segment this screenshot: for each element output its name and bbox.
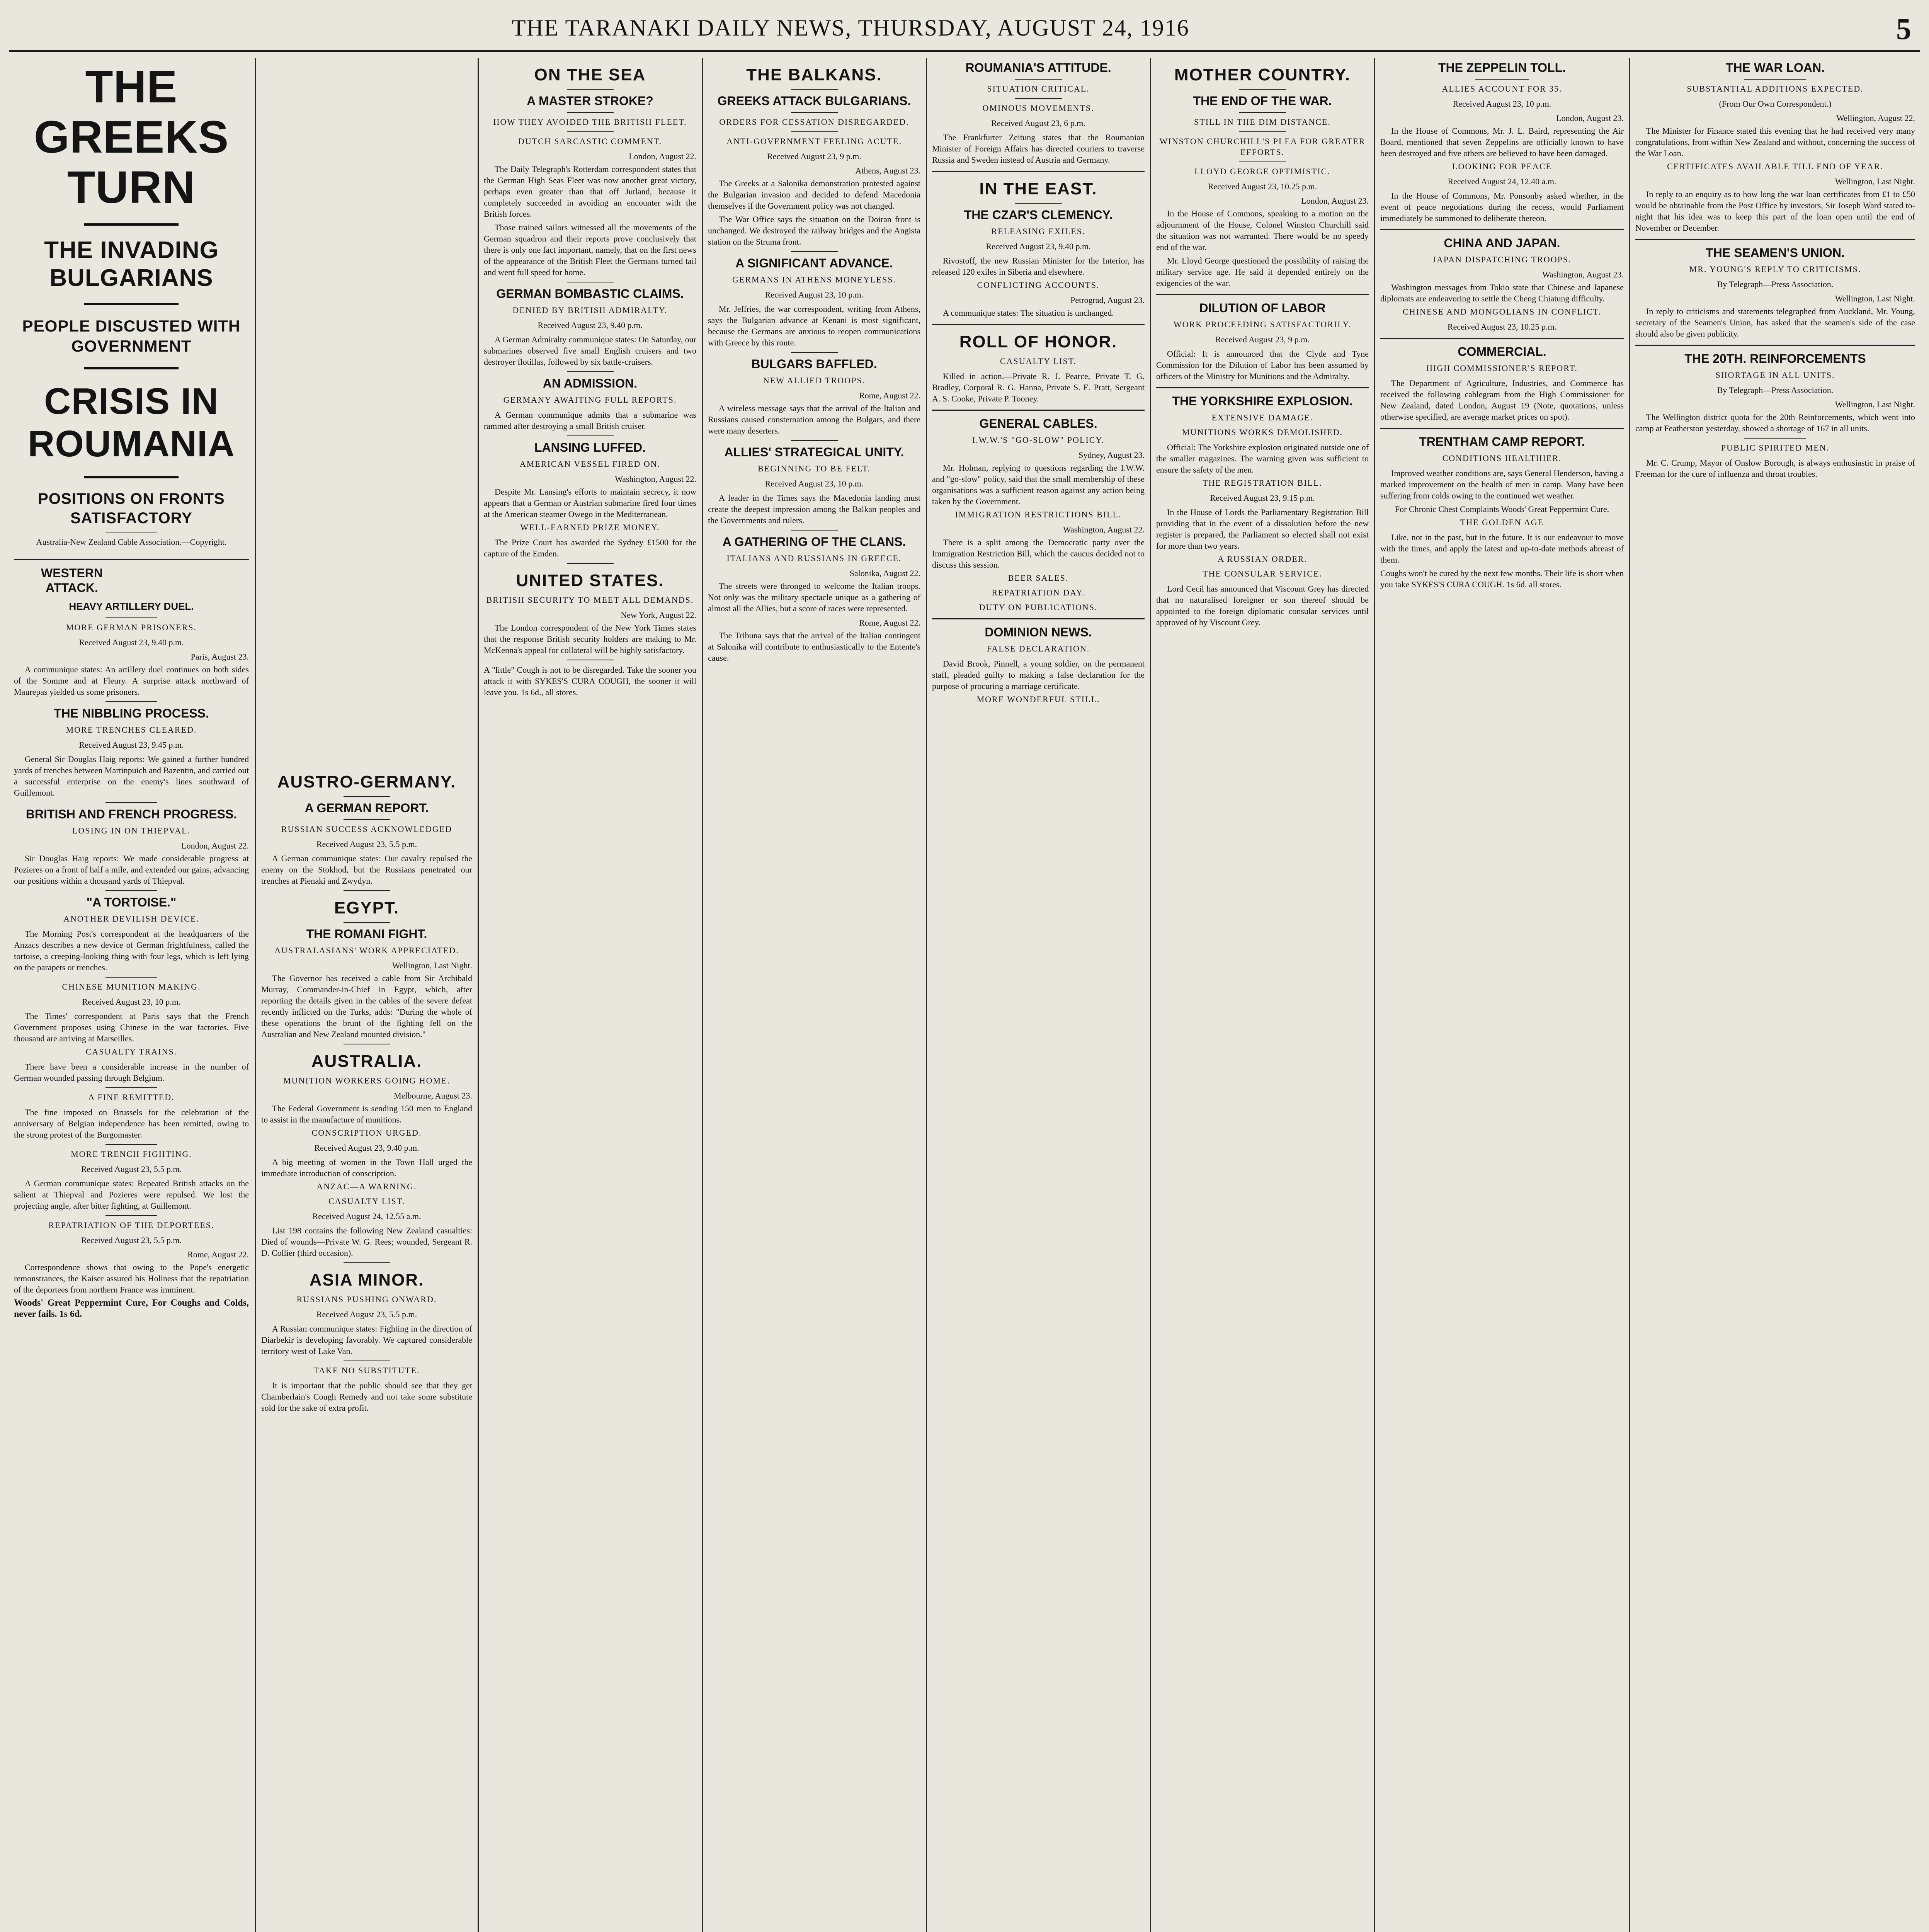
deck-heading: JAPAN DISPATCHING TROOPS. [1432,255,1572,264]
telegraph-credit: By Telegraph—Press Association. [1717,279,1834,289]
received-line: Received August 23, 9.40 p.m. [538,320,643,330]
deck-heading: THE GOLDEN AGE [1460,517,1544,527]
article-text: A big meeting of women in the Town Hall urged the immediate introduction of conscription. [261,1157,472,1178]
section-heading: DOMINION NEWS. [985,625,1092,639]
deck-heading: AMERICAN VESSEL FIRED ON. [519,459,661,469]
section-heading: GENERAL CABLES. [979,417,1097,430]
article-text: Like, not in the past, but in the future. It is our endeavour to move with the times, and apply the latest and up-to-date methods abreast of them. [1380,532,1624,565]
section-heading: ROUMANIA'S ATTITUDE. [965,61,1111,75]
article-text: In reply to an enquiry as to how long the war loan certificates from £1 to £50 would be obtainable from the Post Office by investors, Sir Joseph Ward stated to-night that his idea was to keep this part of the loan open until the end of November or December. [1635,189,1915,233]
deck-heading: PUBLIC SPIRITED MEN. [1721,443,1830,452]
article-text: The Greeks at a Salonika demonstration protested against the Bulgarian invasion and decided to defend Macedonia themselves if the Government policy was not changed. [708,179,920,211]
section-heading: THE ZEPPELIN TOLL. [1438,61,1566,75]
deck-heading: MR. YOUNG'S REPLY TO CRITICISMS. [1689,264,1861,274]
telegraph-credit: By Telegraph—Press Association. [1717,385,1834,395]
article-text: The Morning Post's correspondent at the headquarters of the Anzacs describes a new device of German frightfulness, called the tortoise, a creeping-looking thing with four legs, which is left lying on the parapets or trenches. [14,929,249,972]
dateline: Washington, August 22. [1063,525,1145,534]
masthead-title: THE TARANAKI DAILY NEWS, THURSDAY, AUGUST 24, 1916 [512,15,1189,41]
divider [1156,387,1369,388]
article-text: The Minister for Finance stated this evening that he had received very many congratulations, from within New Zealand and without, concerning the success of the War Loan. [1635,126,1915,158]
column-1 [9,58,253,1932]
dateline: Wellington, Last Night. [1835,294,1915,303]
received-line: Received August 23, 6 p.m. [991,118,1085,128]
column-rule [702,58,703,1932]
deck-heading: REPATRIATION DAY. [992,588,1085,597]
section-heading: CHINA AND JAPAN. [1444,236,1560,250]
article-text: The Governor has received a cable from Sir Archibald Murray, Commander-in-Chief in Egypt, which, after reporting the details given in the cables of the severe defeat recently inflicted on the Turks, adds: "During the whole of these operations the brunt of the fighting fell on the Australian and New Zealand mounted division." [261,973,472,1039]
article-text: The Wellington district quota for the 20th Reinforcements, which went into camp at Featherston yesterday, showed a shortage of 167 in all units. [1635,412,1915,433]
divider [1744,438,1806,439]
dateline: Athens, August 23. [855,166,920,175]
section-heading: WESTERN ATTACK. [41,566,103,595]
divider [1380,229,1624,230]
received-line: Received August 23, 5.5 p.m. [81,1164,182,1174]
deck-heading: LOOKING FOR PEACE [1452,162,1552,171]
divider [344,796,390,797]
divider [1635,239,1915,240]
received-line: Received August 23, 9 p.m. [1215,335,1310,344]
divider [1239,131,1286,132]
section-heading: THE BALKANS. [746,65,882,84]
article-text: Mr. Lloyd George questioned the possibility of raising the military service age. He said it depended entirely on the exigencies of the war. [1156,256,1369,288]
divider [932,410,1145,411]
divider [791,440,838,441]
article-text: Killed in action.—Private R. J. Pearce, Private T. G. Bradley, Corporal R. G. Hanna, Private S. E. Pratt, Sergeant A. S. Cooke, Private P. Tooney. [932,371,1145,403]
divider [14,559,249,560]
received-line: Received August 23, 10.25 p.m. [1447,322,1557,332]
column-6 [1152,58,1373,1932]
sub-heading: HEAVY ARTILLERY DUEL. [69,600,194,612]
deck-heading: CONFLICTING ACCOUNTS. [977,280,1100,290]
article-text: Washington messages from Tokio state that Chinese and Japanese diplomats are endeavoring to settle the Cheng Chiatung difficulty. [1380,282,1624,303]
section-heading: EGYPT. [334,898,400,917]
section-heading: MOTHER COUNTRY. [1174,65,1351,84]
sub-heading: GREEKS ATTACK BULGARIANS. [717,94,911,108]
deck-heading: MORE WONDERFUL STILL. [976,694,1100,704]
article-text: A German communique admits that a submarine was rammed after destroying a small British cruiser. [484,410,696,431]
deck-heading: OMINOUS MOVEMENTS. [982,103,1094,113]
deck-heading: WORK PROCEEDING SATISFACTORILY. [1173,320,1352,329]
deck-heading: MUNITIONS WORKS DEMOLISHED. [1182,427,1343,437]
divider [105,1144,157,1145]
received-line: Received August 23, 9.15 p.m. [1210,493,1315,503]
article-text: A communique states: An artillery duel continues on both sides of the Somme and at Fleury. A surprise attack northward of Maurepas yielded us some prisoners. [14,665,249,697]
sub-heading: THE NIBBLING PROCESS. [54,706,209,720]
deck-heading: ANTI-GOVERNMENT FEELING ACUTE. [726,136,902,146]
deck-heading: CASUALTY TRAINS. [85,1047,177,1056]
dateline: Petrograd, August 23. [1070,295,1145,305]
deck-heading: CASUALTY LIST. [1000,356,1077,366]
divider [105,1215,157,1216]
divider [105,617,157,618]
received-line: Received August 24, 12.40 a.m. [1448,177,1556,186]
advertisement: For Chronic Chest Complaints Woods' Great Peppermint Cure. [1395,504,1609,514]
headline-invading-bulgarians: THE INVADING BULGARIANS [44,237,219,291]
article-text: A leader in the Times says the Macedonia landing must create the deepest impression among the Balkan peoples and the Governments and rulers. [708,493,920,525]
column-rule [1629,58,1630,1932]
correspondent-credit: (From Our Own Correspondent.) [1719,99,1832,109]
sub-heading: GERMAN BOMBASTIC CLAIMS. [496,287,684,301]
deck-heading: MORE TRENCH FIGHTING. [71,1149,192,1159]
deck-heading: LLOYD GEORGE OPTIMISTIC. [1194,167,1330,176]
received-line: Received August 23, 10.25 p.m. [1208,182,1317,191]
deck-heading: CONDITIONS HEALTHIER. [1442,453,1562,463]
received-line: Received August 23, 5.5 p.m. [81,1235,182,1245]
divider [1015,79,1062,80]
deck-heading: NEW ALLIED TROOPS. [763,376,866,385]
deck-heading: BEGINNING TO BE FELT. [758,464,871,473]
divider [791,131,838,132]
dateline: Washington, August 23. [1542,270,1624,279]
sub-heading: "A TORTOISE." [86,895,177,909]
article-text: A German communique states: Repeated British attacks on the salient at Thiepval and Pozieres were repulsed. We lost the projecting angle, after bitter fighting, at Guillemont. [14,1179,249,1211]
sub-heading: LANSING LUFFED. [534,440,646,454]
column-8 [1631,58,1920,1932]
sub-heading: THE CZAR'S CLEMENCY. [964,208,1113,222]
received-line: Received August 23, 10 p.m. [1453,99,1551,109]
divider [1156,294,1369,295]
deck-heading: DUTCH SARCASTIC COMMENT. [518,136,662,146]
dateline: London, August 22. [181,841,249,850]
article-text: The Daily Telegraph's Rotterdam correspondent states that the German High Seas Fleet was now another great victory, perhaps even greater than that off Jutland, because it completely succeeded in avoiding an encounter with the British forces. [484,164,696,219]
column-rule [1374,58,1375,1932]
deck-heading: EXTENSIVE DAMAGE. [1211,413,1313,422]
masthead [9,8,1920,52]
dateline: Rome, August 22. [187,1250,249,1259]
section-heading: UNITED STATES. [516,571,664,590]
article-text: Mr. Jeffries, the war correspondent, writing from Athens, says the Bulgarian advance at Kenani is most significant, because the Germans are anxious to reopen communications with Greece by this route. [708,304,920,347]
sub-heading: BULGARS BAFFLED. [751,357,877,371]
divider [567,112,614,113]
divider [567,131,614,132]
article-text: Those trained sailors witnessed all the movements of the German squadron and their reports prove conclusively that there is only one fact important, namely, that on the first news of the appearance of the British Fleet the Germans turned tail and went full speed for home. [484,223,696,277]
section-heading: AUSTRALIA. [311,1052,422,1071]
sub-heading: BRITISH AND FRENCH PROGRESS. [26,807,237,821]
dateline: Sydney, August 23. [1078,450,1145,460]
deck-heading: WINSTON CHURCHILL'S PLEA FOR GREATER EFFORTS. [1159,136,1366,157]
article-text: David Brook, Pinnell, a young soldier, on the permanent staff, pleaded guilty to making a false declaration for the purpose of procuring a marriage certificate. [932,659,1145,691]
divider [932,618,1145,619]
deck-heading: I.W.W.'S "GO-SLOW" POLICY. [972,435,1105,445]
deck-heading: A FINE REMITTED. [88,1092,175,1102]
divider [791,530,838,531]
article-text: The War Office says the situation on the Doiran front is unchanged. We destroyed the railway bridges and the Angista station on the Struma front. [708,214,920,247]
section-heading: ASIA MINOR. [309,1270,424,1289]
article-text: Correspondence shows that owing to the Pope's energetic remonstrances, the Kaiser assured his Holiness that the repatriation of the deportees from northern France was imminent. [14,1262,249,1294]
article-text: The fine imposed on Brussels for the celebration of the anniversary of Belgian independence has been remitted, owing to the strong protest of the Burgomaster. [14,1107,249,1139]
headline-crisis-in-roumania: CRISIS IN ROUMANIA [28,381,235,464]
article-text: Mr. C. Crump, Mayor of Onslow Borough, is always enthusiastic in praise of Freeman for the cure of influenza and throat troubles. [1635,458,1915,479]
column-2 [257,765,477,1932]
column-5 [927,58,1149,1932]
article-text: Sir Douglas Haig reports: We made considerable progress at Pozieres on a front of half a mile, and extended our gains, advancing our positions within a thousand yards of Thiepval. [14,854,249,886]
article-text: The Federal Government is sending 150 men to England to assist in the manufacture of munitions. [261,1104,472,1124]
article-text: The streets were thronged to welcome the Italian troops. Not only was the military spectacle unique as a gathering of almost all the Allies, but a score of races were represented. [708,581,920,613]
column-3 [479,58,701,1932]
deck-heading: FALSE DECLARATION. [987,644,1090,653]
divider [1744,79,1806,80]
column-rule [478,58,479,1932]
article-text: Despite Mr. Lansing's efforts to maintain secrecy, it now appears that a German or Austrian submarine fired four times at the American steamer Owego in the Mediterranean. [484,487,696,519]
divider [1475,79,1529,80]
deck-heading: CHINESE AND MONGOLIANS IN CONFLICT. [1403,307,1601,316]
deck-heading: BRITISH SECURITY TO MEET ALL DEMANDS. [486,595,694,605]
deck-heading: TAKE NO SUBSTITUTE. [313,1366,420,1375]
section-heading: COMMERCIAL. [1458,345,1546,359]
received-line: Received August 23, 10 p.m. [765,290,864,299]
received-line: Received August 23, 9 p.m. [767,151,861,161]
deck-heading: RELEASING EXILES. [991,226,1085,236]
divider [567,371,614,372]
advertisement: Coughs won't be cured by the next few months. Their life is short when you take SYKES'S CURA COUGH. 1s 6d. all stores. [1380,568,1624,589]
deck-heading: CASUALTY LIST. [328,1196,405,1206]
divider [105,802,157,803]
sub-heading: ALLIES' STRATEGICAL UNITY. [724,445,904,459]
divider [344,922,390,923]
divider [1015,203,1062,204]
sub-heading: A MASTER STROKE? [527,94,653,108]
deck-heading: BEER SALES. [1008,573,1069,583]
divider [105,1087,157,1088]
divider [791,89,838,90]
divider [1380,338,1624,339]
deck-heading: MUNITION WORKERS GOING HOME. [283,1076,451,1085]
received-line: Received August 23, 10 p.m. [82,997,181,1007]
divider [84,223,178,226]
divider [1380,428,1624,429]
divider [791,251,838,252]
section-heading: THE 20TH. REINFORCEMENTS [1684,352,1866,366]
deck-heading: WELL-EARNED PRIZE MONEY. [520,522,660,532]
divider [344,890,390,891]
article-text: Improved weather conditions are, says General Henderson, having a marked improvement on the health of men in camp. Many have been suffering from colds owing to the continued wet weather. [1380,468,1624,500]
divider [105,890,157,891]
dateline: Wellington, Last Night. [1835,177,1915,186]
deck-heading: CONSCRIPTION URGED. [311,1128,422,1138]
column-rule [1150,58,1151,1932]
divider [791,352,838,353]
deck-heading: SUBSTANTIAL ADDITIONS EXPECTED. [1687,84,1864,94]
article-text: The Department of Agriculture, Industries, and Commerce has received the following cablegram from the High Commissioner for New Zealand, dated London, August 19 (Note, quotations, unless otherwise specified, are average market prices on spot). [1380,378,1624,422]
sub-heading: A GERMAN REPORT. [304,801,429,815]
dateline: Paris, August 23. [191,652,249,662]
dateline: Wellington, Last Night. [1835,400,1915,409]
article-text: Lord Cecil has announced that Viscount Grey has directed that no naturalised foreigner or son thereof should be appointed to the foreign diplomatic consular services until approved of by Viscount Grey. [1156,584,1369,627]
section-heading: THE WAR LOAN. [1726,61,1825,75]
sub-heading: DILUTION OF LABOR [1199,301,1326,315]
section-heading: ROLL OF HONOR. [959,332,1118,351]
deck-heading: DUTY ON PUBLICATIONS. [979,602,1098,612]
divider [932,171,1145,172]
deck-heading: ITALIANS AND RUSSIANS IN GREECE. [726,553,902,563]
dateline: Rome, August 22. [859,391,920,400]
article-text: General Sir Douglas Haig reports: We gained a further hundred yards of trenches between Martinpuich and Bazentin, and carried out a successful enterprise on the enemy's lines southward of Guillemont. [14,754,249,798]
article-text: Rivostoff, the new Russian Minister for the Interior, has released 120 exiles in Siberia and elsewhere. [932,256,1145,277]
divider [567,435,614,436]
dateline: Wellington, Last Night. [392,961,472,970]
article-text: In the House of Commons, Mr. J. L. Baird, representing the Air Board, mentioned that seven Zeppelins are officially known to have been destroyed and five others are believed to have been damaged. [1380,126,1624,158]
dateline: Washington, August 22. [615,474,696,484]
deck-heading: THE REGISTRATION BILL. [1203,478,1322,488]
divider [84,303,178,305]
section-heading: IN THE EAST. [979,179,1097,198]
article-text: There is a split among the Democratic party over the Immigration Restriction Bill, which the caucus decided not to discuss this session. [932,537,1145,570]
sub-heading: THE YORKSHIRE EXPLOSION. [1172,394,1353,408]
article-text: In reply to criticisms and statements telegraphed from Auckland, Mr. Young, secretary of the Seamen's Union, has asked that the seamen's side of the case should also be given publicity. [1635,306,1915,338]
divider [1239,112,1286,113]
deck-heading: ANZAC—A WARNING. [316,1182,417,1191]
deck-heading: RUSSIANS PUSHING ONWARD. [296,1294,437,1304]
dateline: Wellington, August 22. [1836,113,1915,123]
article-text: A German communique states: Our cavalry repulsed the enemy on the Stokhod, but the Russians penetrated our trenches at Pienaki and Zwydyn. [261,854,472,886]
divider [1635,345,1915,346]
deck-heading: SITUATION CRITICAL. [987,84,1090,94]
article-text: Mr. Holman, replying to questions regarding the I.W.W. and "go-slow" policy, said that the small membership of these organisations was a sufficient reason against any action being taken by the Government. [932,463,1145,506]
deck-heading: MORE GERMAN PRISONERS. [66,622,197,632]
deck-heading: A RUSSIAN ORDER. [1218,554,1307,564]
advertisement: Woods' Great Peppermint Cure, For Coughs and Colds, never fails. 1s 6d. [14,1298,249,1319]
article-text: A wireless message says that the arrival of the Italian and Russians caused consternation among the Bulgars, and there were many deserters. [708,403,920,435]
headline-people-disgusted: PEOPLE DISCUSTED WITH GOVERNMENT [22,317,241,355]
deck-heading: THE CONSULAR SERVICE. [1203,569,1322,578]
received-line: Received August 23, 9.40 p.m. [986,242,1091,251]
sub-heading: THE ROMANI FIGHT. [306,927,427,941]
sub-heading: A GATHERING OF THE CLANS. [722,535,906,549]
cable-credit: Australia-New Zealand Cable Association.—Copyright. [36,537,227,547]
divider [791,112,838,113]
divider [932,324,1145,325]
section-heading: AUSTRO-GERMANY. [277,772,456,791]
deck-heading: HOW THEY AVOIDED THE BRITISH FLEET. [493,117,687,127]
article-text: The Times' correspondent at Paris says that the French Government proposes using Chinese in the war factories. Five thousand are arriving at Marseilles. [14,1011,249,1043]
deck-heading: IMMIGRATION RESTRICTIONS BILL. [955,510,1122,519]
deck-heading: MORE TRENCHES CLEARED. [66,725,197,735]
sub-heading: A SIGNIFICANT ADVANCE. [735,256,893,270]
dateline: London, August 22. [629,151,696,161]
column-7 [1376,58,1628,1932]
sub-heading: AN ADMISSION. [543,376,638,390]
column-4 [703,58,925,1932]
received-line: Received August 23, 5.5 p.m. [316,1310,417,1319]
article-text: The London correspondent of the New York Times states that the response British security holders are making to Mr. McKenna's appeal for collateral will be highly satisfactory. [484,623,696,655]
headline-positions-satisfactory: POSITIONS ON FRONTS SATISFACTORY [38,490,225,527]
deck-heading: HIGH COMMISSIONER'S REPORT. [1426,363,1578,373]
deck-heading: GERMANY AWAITING FULL REPORTS. [503,395,677,405]
divider [105,701,157,702]
deck-heading: CERTIFICATES AVAILABLE TILL END OF YEAR. [1667,162,1883,171]
article-text: Official: The Yorkshire explosion originated outside one of the smaller magazines. The warning given was sufficient to ensure the safety of the men. [1156,442,1369,474]
received-line: Received August 23, 5.5 p.m. [316,839,417,849]
received-line: Received August 24, 12.55 a.m. [312,1211,421,1221]
divider [84,367,178,369]
divider [344,819,390,820]
dateline: London, August 23. [1556,113,1624,123]
dateline: Melbourne, August 23. [394,1091,472,1100]
headline-greeks-turn: THE GREEKS TURN [34,61,229,213]
article-text: A Russian communique states: Fighting in the direction of Diarbekir is developing favorably. We captured considerable territory west of Lake Van. [261,1324,472,1356]
article-text: List 198 contains the following New Zealand casualties: Died of wounds—Private W. G. Rees; wounded, Sergeant R. D. Collier (third occasion). [261,1226,472,1258]
divider [1015,98,1062,99]
deck-heading: GERMANS IN ATHENS MONEYLESS. [732,275,896,284]
received-line: Received August 23, 9.40 p.m. [314,1143,419,1153]
divider [567,89,614,90]
article-text: A German Admiralty communique states: On Saturday, our submarines observed five small English cruisers and two destroyer flotillas, followed by six battle-cruisers. [484,335,696,367]
deck-heading: DENIED BY BRITISH ADMIRALTY. [512,305,668,315]
advertisement: A "little" Cough is not to be disregarded. Take the sooner you attack it with SYKES'S CURA COUGH, the sooner it will leave you. 1s 6d., all stores. [484,665,696,697]
deck-heading: ORDERS FOR CESSATION DISREGARDED. [719,117,909,127]
page-number: 5 [1896,12,1912,46]
section-heading: TRENTHAM CAMP REPORT. [1419,435,1585,449]
received-line: Received August 23, 9.45 p.m. [79,740,184,750]
sub-heading: THE END OF THE WAR. [1193,94,1332,108]
column-rule [255,58,256,1932]
dateline: New York, August 22. [621,610,696,620]
dateline: London, August 23. [1301,196,1369,206]
dateline: Rome, August 22. [859,618,920,628]
divider [567,563,614,564]
deck-heading: SHORTAGE IN ALL UNITS. [1715,370,1835,380]
section-heading: ON THE SEA [534,65,646,84]
article-text: There have been a considerable increase in the number of German wounded passing through Belgium. [14,1062,249,1083]
article-text: A communique states: The situation is unchanged. [943,308,1114,318]
column-rule [926,58,927,1932]
deck-heading: ANOTHER DEVILISH DEVICE. [63,914,199,923]
article-text: In the House of Commons, speaking to a motion on the adjournment of the House, Colonel Winston Churchill said the situation was not warranted. There would be no speedy end of the war. [1156,209,1369,252]
section-heading: THE SEAMEN'S UNION. [1706,246,1845,260]
article-text: In the House of Lords the Parliamentary Registration Bill providing that in the event of a dissolution before the new register is prepared, the Parliament so elected shall not exist for more than two years. [1156,507,1369,551]
article-text: Official: It is announced that the Clyde and Tyne Commission for the Dilution of Labor has been assumed by officers of the Ministry for Munitions and the Admiralty. [1156,349,1369,381]
article-text: In the House of Commons, Mr. Ponsonby asked whether, in the event of peace negotiations during the recess, would Parliament immediately be summoned to deliberate thereon. [1380,191,1624,223]
article-text: The Tribuna says that the arrival of the Italian contingent at Salonika will contribute to enthusiastically to the Entente's cause. [708,631,920,663]
divider [105,977,157,978]
deck-heading: LOSING IN ON THIEPVAL. [72,826,191,835]
article-text: The Prize Court has awarded the Sydney £1500 for the capture of the Emden. [484,537,696,558]
deck-heading: REPATRIATION OF THE DEPORTEES. [48,1220,214,1230]
received-line: Received August 23, 10 p.m. [765,479,864,488]
article-text: The Frankfurter Zeitung states that the Roumanian Minister of Foreign Affairs has directed couriers to traverse Russia and Sweden instead of Austria and Germany. [932,133,1145,165]
divider [84,476,178,478]
deck-heading: STILL IN THE DIM DISTANCE. [1194,117,1331,127]
deck-heading: CHINESE MUNITION MAKING. [62,982,201,992]
deck-heading: RUSSIAN SUCCESS ACKNOWLEDGED [281,824,452,834]
deck-heading: ALLIES ACCOUNT FOR 35. [1442,84,1562,94]
divider [344,1262,390,1263]
deck-heading: AUSTRALASIANS' WORK APPRECIATED. [274,946,459,955]
dateline: Salonika, August 22. [849,568,920,578]
divider [1239,89,1286,90]
article-text: It is important that the public should see that they get Chamberlain's Cough Remedy and not take some substitute sold for the sake of extra profit. [261,1381,472,1413]
received-line: Received August 23, 9.40 p.m. [79,638,184,647]
